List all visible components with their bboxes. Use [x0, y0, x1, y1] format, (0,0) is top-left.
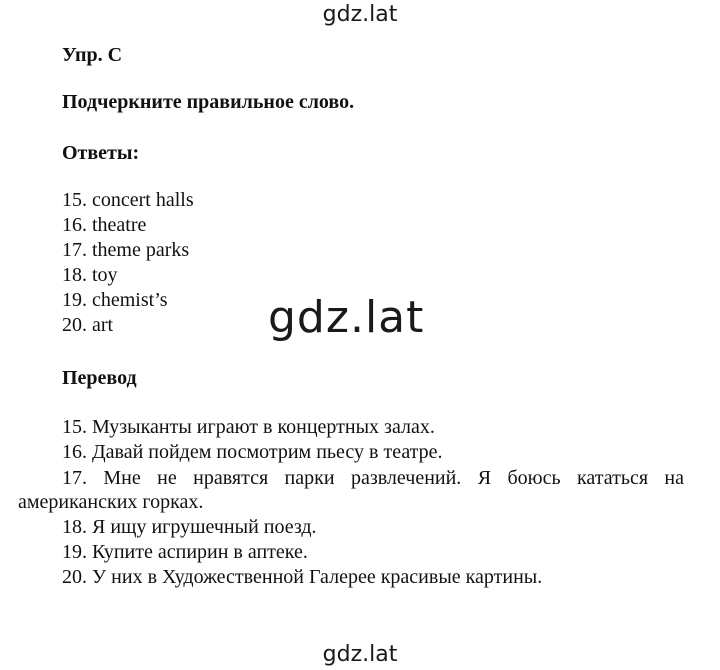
- answer-item: 15. concert halls: [62, 189, 194, 211]
- answers-heading: Ответы:: [62, 142, 140, 164]
- translation-item: 18. Я ищу игрушечный поезд.: [62, 516, 317, 538]
- answer-item: 20. art: [62, 314, 114, 336]
- translation-item: 20. У них в Художественной Галерее красивые картины.: [62, 566, 543, 588]
- watermark-top: gdz.lat: [322, 2, 398, 27]
- answer-item: 18. toy: [62, 264, 118, 286]
- translation-heading: Перевод: [62, 367, 137, 389]
- answer-item: 19. chemist’s: [62, 289, 168, 311]
- translation-item: 17. Мне не нравятся парки развлечений. Я боюсь кататься на американских горках.: [18, 467, 684, 513]
- translation-item: 16. Давай пойдем посмотрим пьесу в театре.: [62, 441, 443, 463]
- watermark-center: gdz.lat: [268, 292, 425, 343]
- answer-item: 16. theatre: [62, 214, 147, 236]
- answer-item: 17. theme parks: [62, 239, 190, 261]
- watermark-bottom: gdz.lat: [322, 642, 398, 667]
- translation-item: 15. Музыканты играют в концертных залах.: [62, 416, 435, 438]
- exercise-title: Упр. С: [62, 44, 123, 66]
- exercise-instruction: Подчеркните правильное слово.: [62, 91, 355, 113]
- translation-item: 19. Купите аспирин в аптеке.: [62, 541, 308, 563]
